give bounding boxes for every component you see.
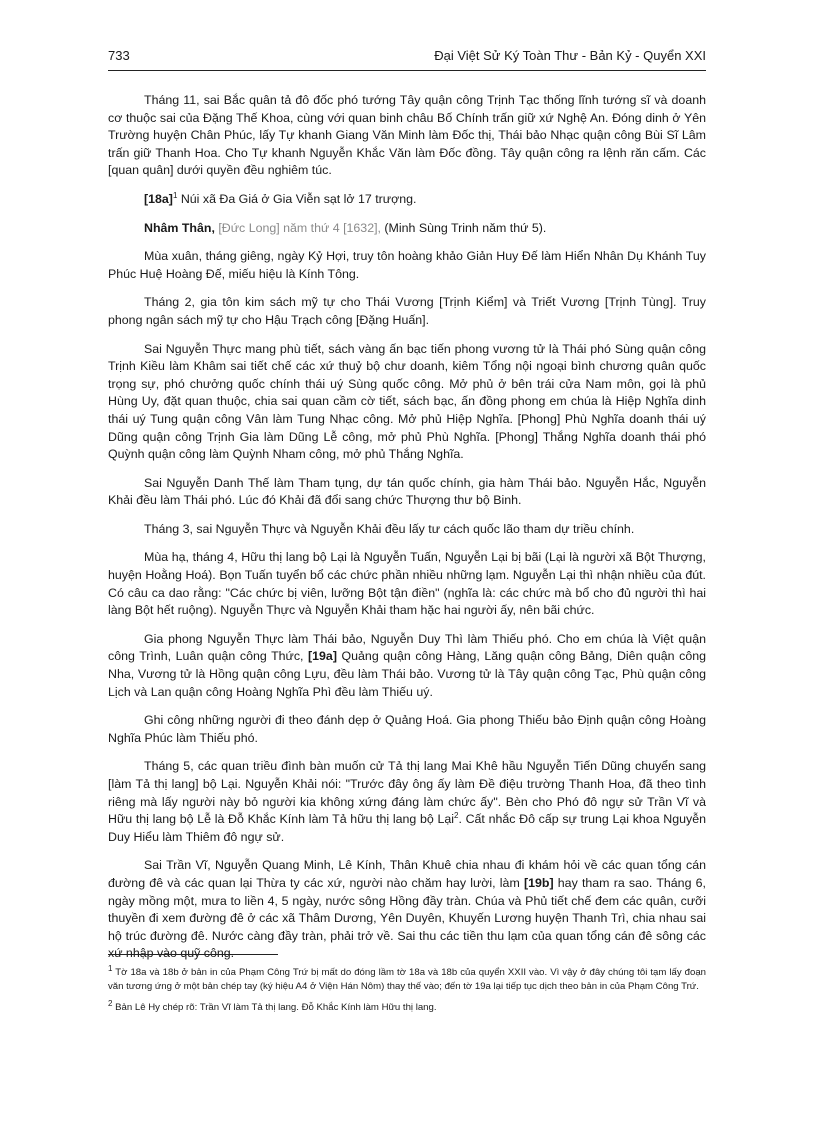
running-title: Đại Việt Sử Ký Toàn Thư - Bản Kỷ - Quyển XXI bbox=[434, 48, 706, 63]
paragraph: Gia phong Nguyễn Thực làm Thái bảo, Nguyễn Duy Thì làm Thiếu phó. Cho em chúa là Việt quận công Trình, Luân quận công Thức, [19a] Quảng quận công Hàng, Lăng quận công Bảng, Diên quận công Nha, Vương tử là Hồng quận công Lựu, đều làm Thái bảo. Vương tử là Tây quận công Tạc, Phù quận công Lịch và Lan quận công Hoàng Nghĩa Phì đều làm Thiếu uý. bbox=[108, 631, 706, 699]
footnote: $^2$ Bản Lê Hy chép rõ: Trần Vĩ làm Tả thị lang. Đỗ Khắc Kính làm Hữu thị lang. bbox=[108, 999, 437, 1014]
paragraph: Tháng 3, sai Nguyễn Thực và Nguyễn Khải đều lấy tư cách quốc lão tham dự triều chính. bbox=[144, 521, 635, 536]
header-divider bbox=[108, 70, 706, 71]
paragraph: Sai Nguyễn Thực mang phù tiết, sách vàng ấn bạc tiến phong vương tử là Thái phó Sùng quận công Trịnh Kiều làm Khâm sai tiết chế các xứ thuỷ bộ chư doanh, kiêm Tổng nội ngoại bình chương quân quốc trọng sự, phó chưởng quốc chính thái uý Sùng quốc công. Mở phủ ở bên trái cửa Nam môn, gọi là phủ Hùng Uy, đặt quan thuộc, chia sai quan cầm cờ tiết, sách bạc, ấn đồng phong em chúa là Hiệp Nghĩa dinh thái uý Tung quận công Vân làm Tung Nhạc công. Mở phủ Hiệp Nghĩa. [Phong] Phù Nghĩa doanh thái uý Dũng quận công Trịnh Gia làm Dũng Lễ công, mở phủ Phù Nghĩa. [Phong] Thắng Nghĩa doanh thái phó Quỳnh quận công làm Quỳnh Nham công, mở phủ Thắng Nghĩa. bbox=[108, 341, 706, 462]
folio-marker: [19b] bbox=[523, 875, 554, 890]
footnote-number: 2 bbox=[108, 999, 113, 1008]
footnote: $^1$ Tờ 18a và 18b ở bản in của Phạm Công Trứ bị mất do đóng lầm tờ 18a và 18b của quyển XXII vào. Vì vậy ở đây chúng tôi tạm lấy đoạn văn tương ứng ở một bản chép tay (ký hiệu A4 ở Viện Hán Nôm) thay thế vào; đến tờ 19a lại tiếp tục dịch theo bản in của Phạm Công Trứ. bbox=[108, 963, 706, 992]
folio-marker: [19a] bbox=[308, 649, 337, 664]
footnote-number: 1 bbox=[108, 963, 113, 973]
body-text bbox=[108, 92, 706, 974]
paragraph: Tháng 11, sai Bắc quân tả đô đốc phó tướng Tây quận công Trịnh Tạc thống lĩnh tướng sĩ và doanh cơ thuộc sai của Đặng Thế Khoa, cùng với quan binh châu Bố Chính trấn giữ xứ Nghệ An. Đóng dinh ở Yên Trường huyện Chân Phúc, lấy Tự khanh Giang Văn Minh làm Đốc thị, Thái bảo Nhạc quận công Bùi Sĩ Lâm trấn giữ Thanh Hoa. Cho Tự khanh Nguyễn Khắc Văn làm Đốc đồng. Tây quận công ra lệnh răn cấm. Các [quan quân] dưới quyền đều nghiêm túc. bbox=[108, 93, 706, 178]
paragraph: Mùa xuân, tháng giêng, ngày Kỷ Hợi, truy tôn hoàng khảo Giản Huy Đế làm Hiển Nhân Dụ Khánh Tuy Phúc Huệ Hoàng Đế, miếu hiệu là Kính Tông. bbox=[108, 249, 706, 281]
footnotes bbox=[108, 963, 706, 1023]
footnote-ref[interactable]: 2 bbox=[454, 811, 459, 821]
paragraph: $[18a]^1$ Núi xã Đa Giá ở Gia Viễn sạt lở 17 trượng. bbox=[144, 190, 417, 206]
page-number: 733 bbox=[108, 48, 130, 63]
footnote-ref[interactable]: 1 bbox=[172, 190, 178, 200]
folio-marker: [18a] bbox=[144, 191, 173, 206]
year-name: Nhâm Thân, bbox=[144, 220, 215, 235]
year-heading: Nhâm Thân, [Đức Long] năm thứ 4 [1632], (Minh Sùng Trinh năm thứ 5). bbox=[144, 220, 547, 235]
page-header bbox=[108, 46, 706, 68]
reign-year: [Đức Long] năm thứ 4 [1632], bbox=[214, 220, 381, 235]
paragraph: Tháng 2, gia tôn kim sách mỹ tự cho Thái Vương [Trịnh Kiểm] và Triết Vương [Trịnh Tùng]. Truy phong ngân sách mỹ tự cho Hậu Trạch công [Đặng Huấn]. bbox=[108, 295, 706, 327]
paragraph: Ghi công những người đi theo đánh dẹp ở Quảng Hoá. Gia phong Thiếu bảo Định quận công Hoàng Nghĩa Phúc làm Thiếu phó. bbox=[108, 713, 706, 745]
paragraph: Mùa hạ, tháng 4, Hữu thị lang bộ Lại là Nguyễn Tuấn, Nguyễn Lại bị bãi (Lại là người xã Bột Thượng, huyện Hoằng Hoá). Bọn Tuấn tuyển bổ các chức phần nhiều những lạm. Nguyễn Lại thì nhận nhiều của đút. Có câu ca dao rằng: "Các chức bị viên, lưỡng Bột tận điền" (nghĩa là: các chức mà bổ cho đủ người thì hai làng Bột hết ruộng). Nguyễn Thực và Nguyễn Khải tham hặc hai người ấy, nên bãi chức. bbox=[108, 550, 706, 618]
paragraph: Sai Nguyễn Danh Thế làm Tham tụng, dự tán quốc chính, gia hàm Thái bảo. Nguyễn Hắc, Nguyễn Khải đều làm Thái phó. Lúc đó Khải đã đổi sang chức Thượng thư bộ Binh. bbox=[108, 475, 706, 508]
paragraph: Tháng 5, các quan triều đình bàn muốn cử Tả thị lang Mai Khê hầu Nguyễn Tiến Dũng chuyển sang [làm Tả thị lang] bộ Lại. Nguyễn Khải nói: "Trước đây ông ấy làm Đề điệu trường Thanh Hoa, đã theo tình riêng mà lấy người này bỏ người kia không xứng đáng làm chức ấy". Bèn cho Phó đô ngự sử Trần Vĩ và Hữu thị lang bộ Lễ là Đỗ Khắc Kính làm Tả hữu thị lang bộ Lại$^2$. Cất nhắc Đô cấp sự trung Lại khoa Nguyễn Duy Hiểu làm Thiêm đô ngự sử. bbox=[108, 759, 706, 844]
footnote-divider bbox=[108, 954, 278, 955]
paragraph: Sai Trần Vĩ, Nguyễn Quang Minh, Lê Kính, Thân Khuê chia nhau đi khám hỏi về các quan tổng cán đường đê và các quan lại Thừa ty các xứ, người nào chăm hay lười, làm [19b] hay tham ra sao. Tháng 6, ngày mồng một, mưa to liền 4, 5 ngày, nước sông Hồng đầy tràn. Chúa và Phủ tiết chế đem các quân, cưỡi thuyền đi xem đường đê ở các xã Thâm Dương, Yên Duyên, Khuyến Lương huyện Thanh Trì, chia nhau sai hộ trúc đường đê. Nước càng đầy tràn, phải trở về. Sai thu các tiền thu lạm của quan tổng cán đê sông các xứ nhập vào quỹ công. bbox=[108, 858, 707, 961]
